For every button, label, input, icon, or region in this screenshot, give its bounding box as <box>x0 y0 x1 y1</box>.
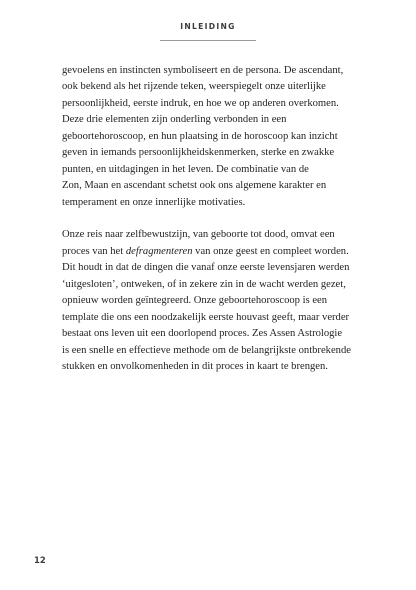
paragraph-1 <box>62 63 362 211</box>
text-line: Deze drie elementen zijn onderling verbonden in een <box>62 114 287 126</box>
text-line: geboortehoroscoop, en hun plaatsing in de horoscoop kan inzicht <box>62 130 338 142</box>
running-header: INLEIDING <box>180 22 236 31</box>
text-line: persoonlijkheid, eerste indruk, en hoe we op anderen overkomen. <box>62 97 339 109</box>
text-line: Dit houdt in dat de dingen die vanaf onze eerste levensjaren werden <box>62 262 350 274</box>
text-line: ook bekend als het rijzende teken, weerspiegelt onze uiterlijke <box>62 81 326 93</box>
text-line: geven in iemands persoonlijkheidskenmerken, sterke en zwakke <box>62 147 335 159</box>
emphasis: defragmenteren <box>125 245 193 257</box>
text-line: gevoelens en instincten symboliseert en de persona. De ascendant, <box>62 65 344 76</box>
body-text <box>62 63 362 375</box>
page-number: 12 <box>34 555 46 565</box>
text-line: is een snelle en effectieve methode om de belangrijkste ontbrekende <box>62 344 351 356</box>
text-line: proces van het defragmenteren van onze geest en compleet worden. <box>62 245 349 257</box>
text-line: ‘uitgesloten’, ontweken, of in zekere zin in de wacht werden gezet, <box>62 278 346 290</box>
text-line: opnieuw worden geïntegreerd. Onze geboortehoroscoop is een <box>62 295 328 307</box>
header-rule <box>160 40 256 41</box>
text-line: bestaat ons leven uit een doorlopend proces. Zes Assen Astrologie <box>62 328 343 340</box>
text-line: punten, en uitdagingen in het leven. De combinatie van de <box>62 163 309 175</box>
paragraph-2 <box>62 227 362 375</box>
text-line: Onze reis naar zelfbewustzijn, van geboorte tot dood, omvat een <box>62 229 335 241</box>
text-line: Zon, Maan en ascendant schetst ook ons algemene karakter en <box>62 180 327 192</box>
text-line: template die ons een noodzakelijk eerste houvast geeft, maar verder <box>62 311 350 323</box>
text-line: temperament en onze innerlijke motivaties. <box>62 196 246 208</box>
text-line: stukken en onvolkomenheden in dit proces in kaart te brengen. <box>62 361 328 372</box>
